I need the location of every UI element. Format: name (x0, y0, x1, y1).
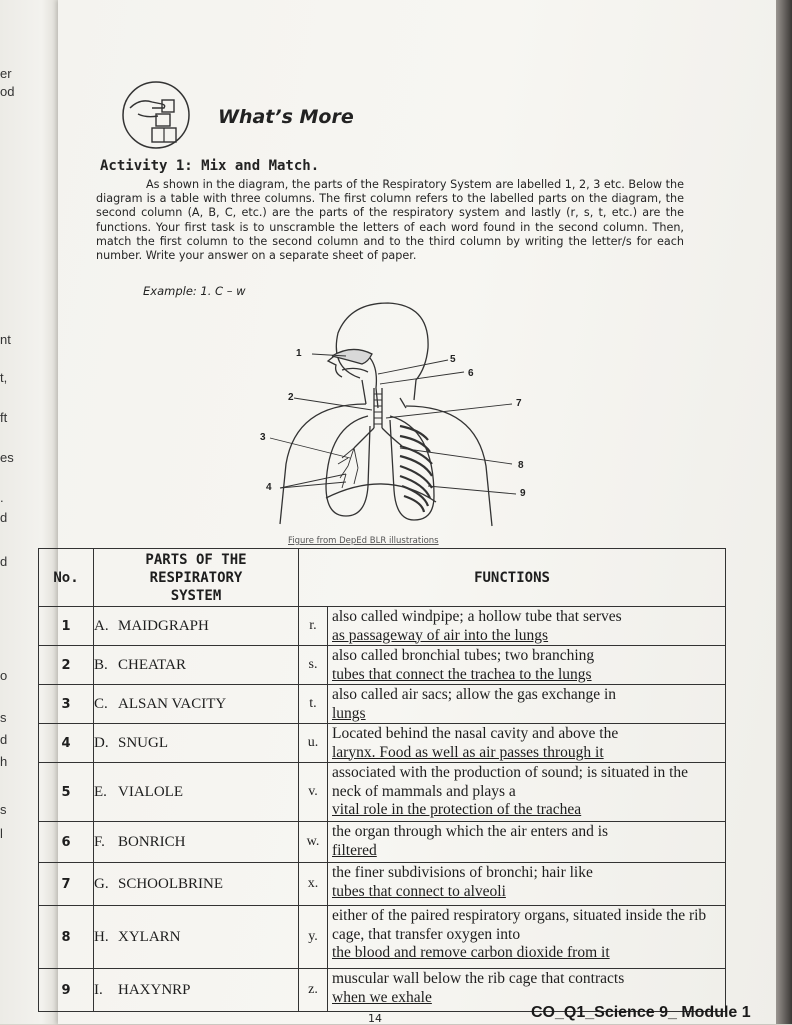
function-wrap (299, 646, 725, 684)
function-letter: w. (306, 834, 320, 849)
diagram-label-4: 4 (266, 482, 272, 493)
diagram-label-7: 7 (516, 398, 522, 409)
function-text (327, 724, 725, 762)
left-fragment: d (0, 510, 8, 525)
row-number: 1 (39, 607, 94, 646)
function-text-line: also called air sacs; allow the gas exchange in (332, 686, 617, 703)
table-header-row (39, 549, 726, 607)
function-text-line: as passageway of air into the lungs (332, 626, 549, 644)
function-wrap (299, 685, 725, 723)
header-parts (94, 549, 299, 607)
function-text-line: either of the paired respiratory organs, situated inside the rib cage, that transfer oxygen into (332, 907, 707, 943)
function-letter: r. (309, 618, 317, 633)
function-text-line: filtered (332, 841, 377, 859)
page-number: 14 (368, 1012, 382, 1025)
part-letter: D. (94, 734, 109, 751)
function-letter: y. (308, 929, 318, 944)
function-text (327, 607, 725, 645)
left-fragment: h (0, 754, 8, 769)
function-text (327, 646, 725, 684)
function-text-line: the organ through which the air enters and is (332, 823, 609, 840)
respiratory-system-diagram (250, 298, 550, 534)
section-heading: What’s More (218, 106, 354, 128)
part-cell (94, 607, 299, 646)
scrambled-part: XYLARN (118, 928, 181, 945)
matching-table (38, 548, 726, 1012)
table-row (39, 724, 726, 763)
function-wrap (299, 763, 725, 821)
part-letter: C. (94, 695, 108, 712)
part-cell (94, 724, 299, 763)
left-fragment: . (0, 490, 4, 505)
left-fragment: es (0, 450, 14, 465)
left-fragment: d (0, 732, 8, 747)
header-functions: FUNCTIONS (299, 549, 726, 607)
function-wrap (299, 607, 725, 645)
part-letter: F. (94, 833, 105, 850)
function-wrap (299, 906, 725, 968)
table-row (39, 863, 726, 906)
left-fragment: s (0, 710, 7, 725)
part-cell (94, 863, 299, 906)
part-letter: H. (94, 928, 109, 945)
function-cell (299, 863, 726, 906)
row-number: 4 (39, 724, 94, 763)
row-number: 6 (39, 822, 94, 863)
function-cell (299, 685, 726, 724)
function-cell (299, 607, 726, 646)
row-number: 3 (39, 685, 94, 724)
function-wrap (299, 724, 725, 762)
function-text-line: the blood and remove carbon dioxide from it (332, 944, 610, 961)
binder-edge (776, 0, 792, 1024)
table-row (39, 906, 726, 969)
scrambled-part: SNUGL (118, 734, 169, 751)
left-fragment: d (0, 554, 8, 569)
function-cell (299, 822, 726, 863)
table-row (39, 822, 726, 863)
figure-caption: Figure from DepEd BLR illustrations (288, 536, 439, 546)
scrambled-part: ALSAN VACITY (118, 695, 227, 712)
part-cell (94, 906, 299, 969)
function-text (327, 906, 725, 968)
part-cell (94, 685, 299, 724)
function-text-line: the finer subdivisions of bronchi; hair like (332, 864, 593, 881)
scrambled-part: CHEATAR (118, 656, 186, 673)
diagram-label-1: 1 (296, 348, 302, 359)
function-text-line: when we exhale (332, 988, 432, 1006)
function-text (327, 685, 725, 723)
scrambled-part: VIALOLE (118, 783, 183, 800)
left-fragment: nt (0, 332, 11, 347)
function-cell (299, 724, 726, 763)
diagram-label-9: 9 (520, 488, 526, 499)
part-letter: A. (94, 617, 109, 634)
row-number: 5 (39, 763, 94, 822)
function-wrap (299, 822, 725, 862)
left-fragment: o (0, 668, 8, 683)
row-number: 8 (39, 906, 94, 969)
diagram-label-6: 6 (468, 368, 474, 379)
function-text-line: also called windpipe; a hollow tube that serves (332, 608, 622, 625)
function-text-line: associated with the production of sound; is situated in the neck of mammals and plays a (332, 764, 689, 800)
function-wrap (299, 863, 725, 905)
row-number: 7 (39, 863, 94, 906)
function-letter: x. (307, 876, 319, 891)
row-number: 2 (39, 646, 94, 685)
header-parts-line: PARTS OF THE (145, 551, 247, 568)
left-fragment: t, (0, 370, 8, 385)
function-text (327, 763, 725, 821)
function-text-line: larynx. Food as well as air passes through it (332, 743, 604, 761)
table-row (39, 685, 726, 724)
left-fragment: s (0, 802, 7, 817)
part-cell (94, 969, 299, 1012)
function-text-line: tubes that connect the trachea to the lungs (332, 665, 592, 683)
function-cell (299, 763, 726, 822)
function-text (327, 863, 725, 905)
scrambled-part: MAIDGRAPH (118, 617, 209, 634)
function-text-line: vital role in the protection of the trachea (332, 801, 582, 818)
function-text-line: also called bronchial tubes; two branching (332, 647, 595, 664)
activity-instructions: As shown in the diagram, the parts of the Respiratory System are labelled 1, 2, 3 etc. Below the diagram is a table with three columns. The first column refers to the labelled parts on the diagram, the second column (A, B, C, etc.) are the parts of the respiratory system and lastly (r, s, t, etc.) are the functions. Your first task is to unscramble the letters of each word found in the second column. Then, match the first column to the second column and to the third column by writing the letter/s for each number. Write your answer on a separate sheet of paper. (96, 178, 684, 263)
diagram-label-3: 3 (260, 432, 266, 443)
function-text-line: lungs (332, 704, 366, 722)
header-no: No. (39, 549, 94, 607)
left-fragment: l (0, 826, 3, 841)
function-text (327, 822, 725, 862)
part-letter: G. (94, 875, 109, 892)
scrambled-part: BONRICH (118, 833, 186, 850)
whats-more-icon (116, 80, 196, 150)
function-letter: z. (308, 982, 318, 997)
function-text-line: muscular wall below the rib cage that contracts (332, 970, 625, 987)
part-cell (94, 646, 299, 685)
header-parts-line: RESPIRATORY (149, 569, 243, 586)
table-row (39, 646, 726, 685)
part-letter: B. (94, 656, 108, 673)
part-cell (94, 822, 299, 863)
function-cell (299, 906, 726, 969)
left-fragment: ft (0, 410, 8, 425)
module-footer: CO_Q1_Science 9_ Module 1 (531, 1004, 751, 1021)
function-cell (299, 646, 726, 685)
function-text-line: Located behind the nasal cavity and above the (332, 725, 619, 742)
function-letter: v. (308, 784, 318, 799)
part-letter: E. (94, 783, 107, 800)
function-letter: u. (307, 735, 319, 750)
diagram-label-5: 5 (450, 354, 456, 365)
example-answer: Example: 1. C – w (143, 284, 246, 298)
function-text-line: tubes that connect to alveoli (332, 882, 506, 900)
part-letter: I. (94, 981, 103, 998)
left-fragment: er (0, 66, 12, 81)
left-fragment: od (0, 84, 15, 99)
diagram-label-2: 2 (288, 392, 294, 403)
part-cell (94, 763, 299, 822)
table-row (39, 763, 726, 822)
function-letter: t. (309, 696, 317, 711)
header-parts-line: SYSTEM (170, 587, 222, 604)
scrambled-part: SCHOOLBRINE (118, 875, 224, 892)
activity-title: Activity 1: Mix and Match. (100, 158, 320, 174)
diagram-label-8: 8 (518, 460, 524, 471)
scrambled-part: HAXYNRP (118, 981, 191, 998)
table-row (39, 607, 726, 646)
function-letter: s. (308, 657, 318, 672)
row-number: 9 (39, 969, 94, 1012)
